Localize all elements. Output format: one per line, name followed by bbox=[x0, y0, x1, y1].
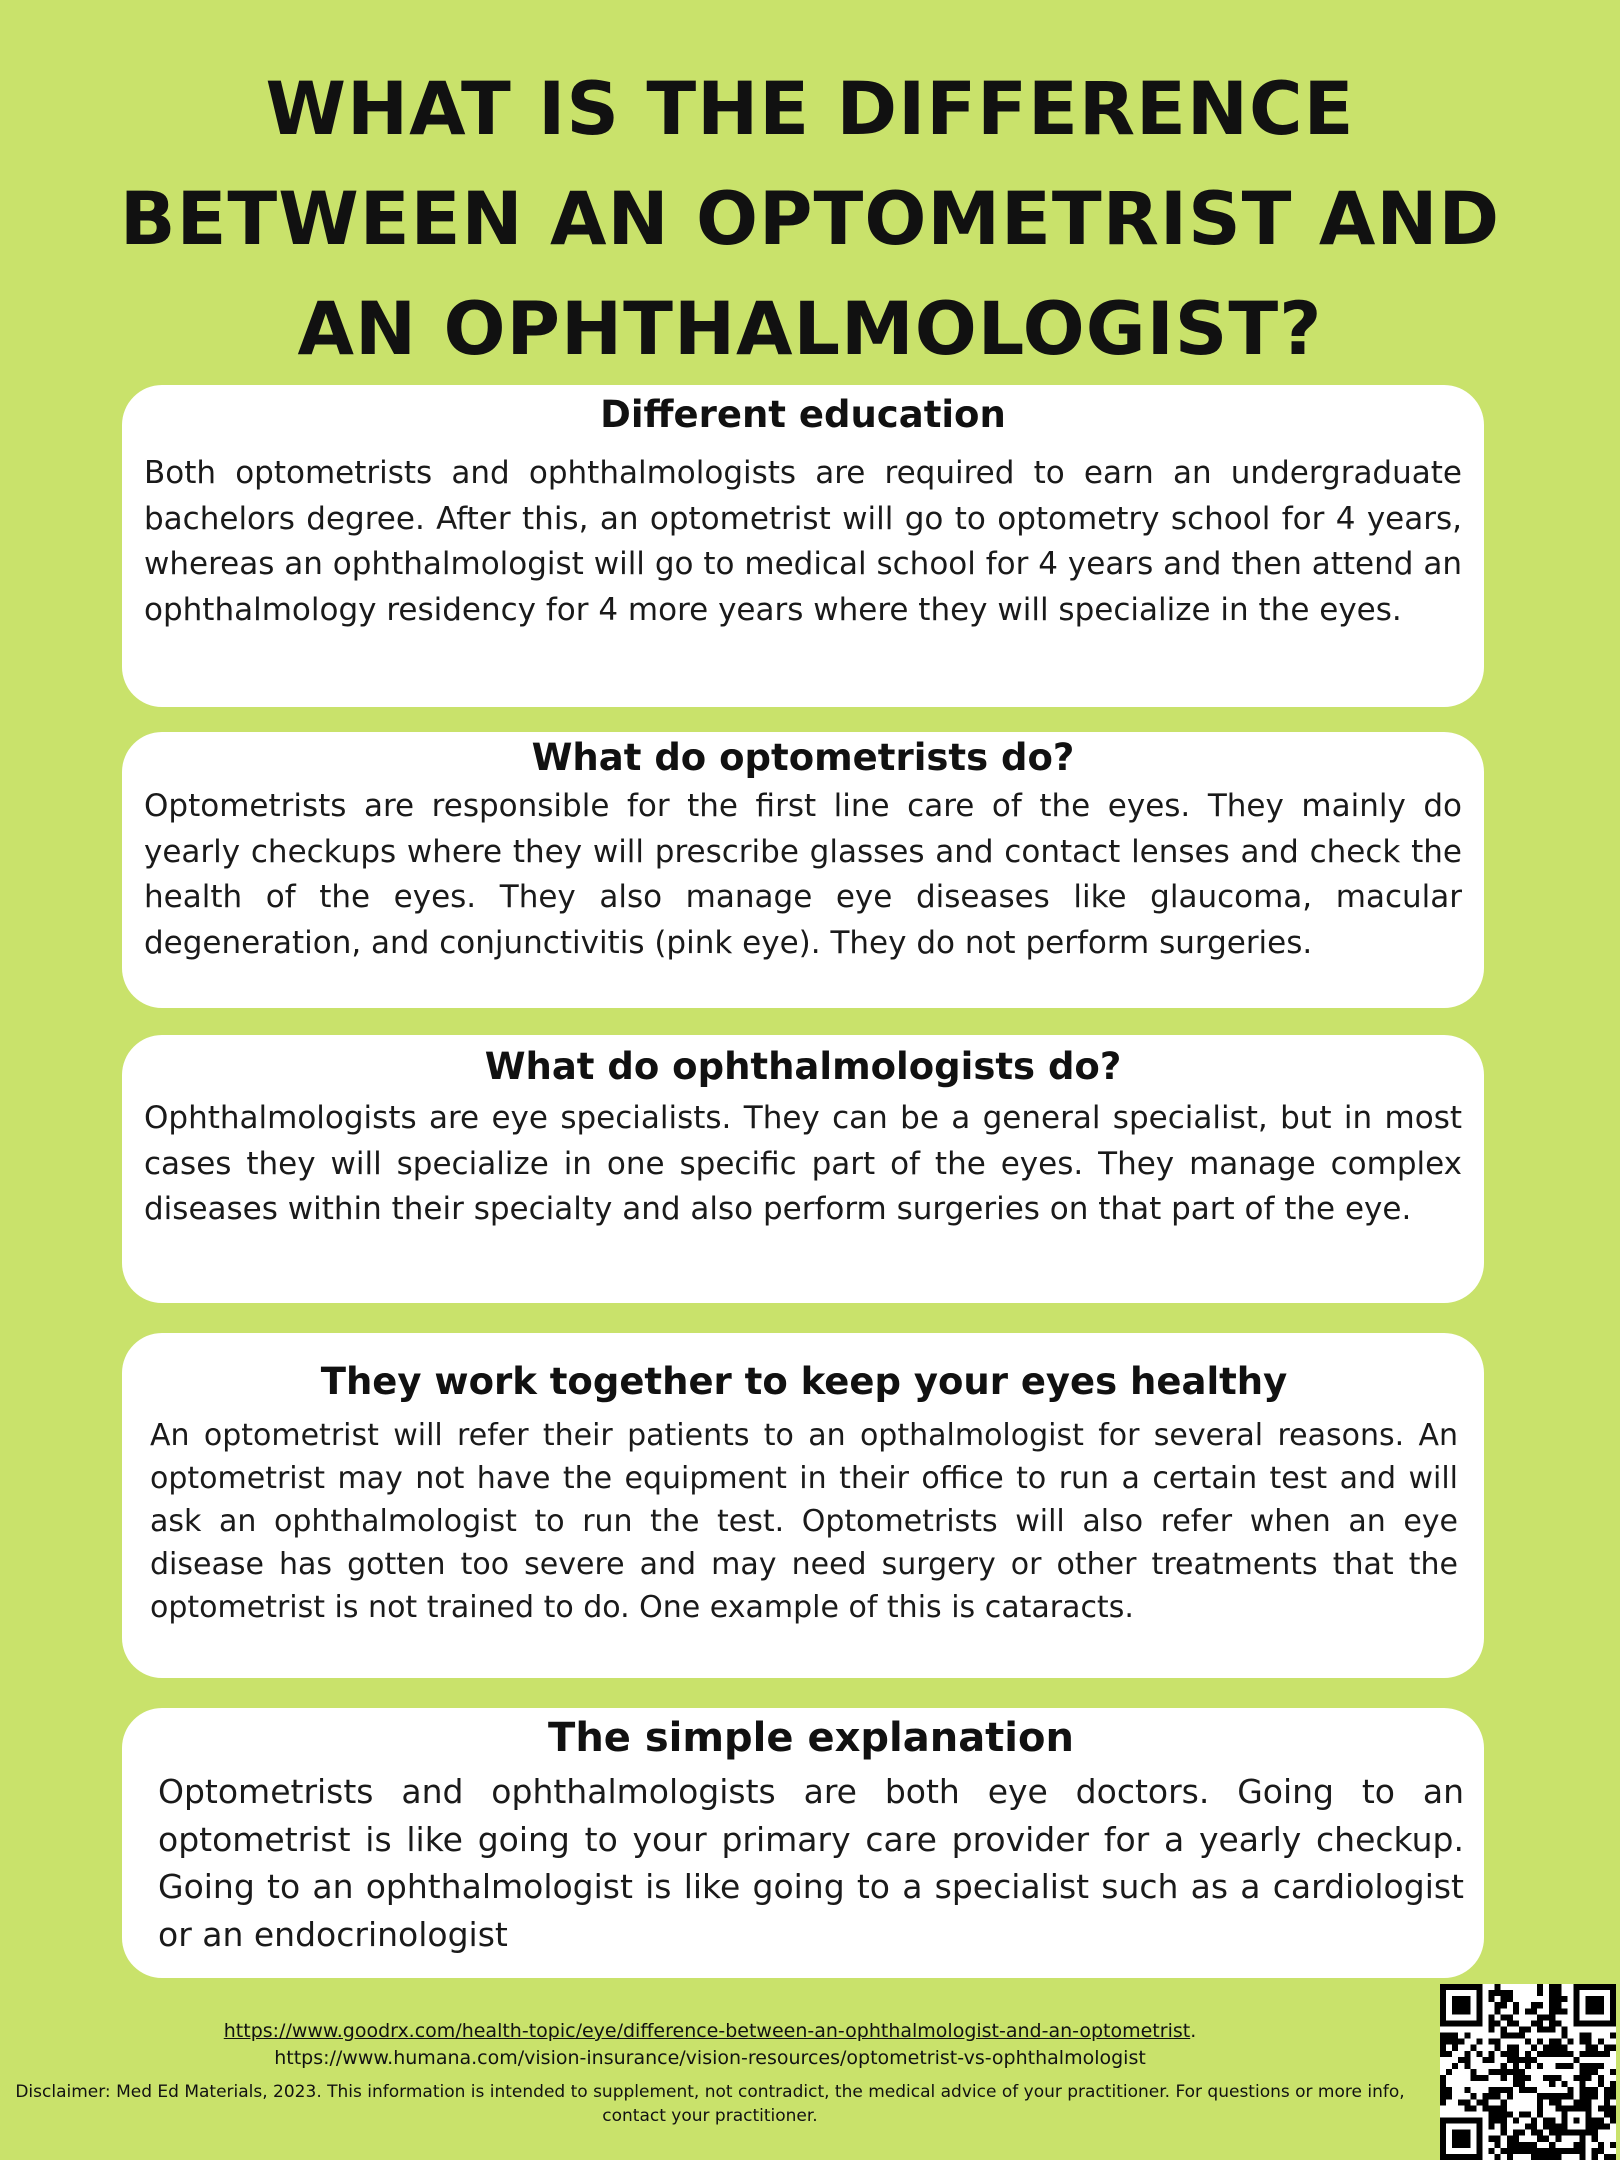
page-title: WHAT IS THE DIFFERENCE BETWEEN AN OPTOMETRIST AND AN OPHTHALMOLOGIST? bbox=[119, 67, 1501, 372]
section-body: An optometrist will refer their patients to an opthalmologist for several reasons. An optometrist may not have the equipment in their office to run a certain test and will ask an ophthalmologist to run the test. Optometrists will also refer when an eye disease has gotten too severe and may need surgery or other treatments that the optometrist is not trained to do. One example of this is cataracts. bbox=[150, 1418, 1458, 1625]
section-card-optometrists bbox=[122, 732, 1484, 1008]
section-card-ophthalmologists bbox=[122, 1035, 1484, 1303]
section-body: Optometrists are responsible for the first line care of the eyes. They mainly do yearly checkups where they will prescribe glasses and contact lenses and check the health of the eyes. They also manage eye diseases like glaucoma, macular degeneration, and conjunctivitis (pink eye). They do not perform surgeries. bbox=[144, 788, 1462, 961]
section-body: Both optometrists and ophthalmologists are required to earn an undergraduate bachelors degree. After this, an optometrist will go to optometry school for 4 years, whereas an ophthalmologist will go to medical school for 4 years and then attend an ophthalmology residency for 4 more years where they will specialize in the eyes. bbox=[144, 455, 1462, 628]
source-suffix: . bbox=[1190, 2020, 1197, 2042]
source-link-goodrx[interactable]: https://www.goodrx.com/health-topic/eye/difference-between-an-ophthalmologist-and-an-optometrist bbox=[223, 2020, 1191, 2042]
source-line-1 bbox=[0, 2018, 1420, 2045]
section-heading: They work together to keep your eyes healthy bbox=[320, 1360, 1288, 1403]
section-heading: What do optometrists do? bbox=[531, 736, 1075, 779]
section-body: Optometrists and ophthalmologists are both eye doctors. Going to an optometrist is like going to your primary care provider for a yearly checkup. Going to an ophthalmologist is like going to a specialist such as a cardiologist or an endocrinologist bbox=[158, 1772, 1464, 1954]
section-heading: The simple explanation bbox=[548, 1715, 1074, 1761]
section-heading: Different education bbox=[600, 393, 1006, 436]
section-card-work-together bbox=[122, 1333, 1484, 1678]
source-link-humana[interactable]: https://www.humana.com/vision-insurance/vision-resources/optometrist-vs-ophthalmologist bbox=[274, 2047, 1146, 2069]
section-body: Ophthalmologists are eye specialists. They can be a general specialist, but in most cases they will specialize in one specific part of the eyes. They manage complex diseases within their specialty and also perform surgeries on that part of the eye. bbox=[144, 1100, 1462, 1227]
section-card-education bbox=[122, 385, 1484, 707]
disclaimer: Disclaimer: Med Ed Materials, 2023. This information is intended to supplement, not contradict, the medical advice of your practitioner. For questions or more info, contact your practitioner. bbox=[15, 2082, 1405, 2126]
qr-code-icon bbox=[1440, 1984, 1616, 2160]
footer bbox=[0, 2018, 1420, 2128]
section-heading: What do ophthalmologists do? bbox=[484, 1045, 1122, 1088]
section-card-simple-explanation bbox=[122, 1708, 1484, 1978]
